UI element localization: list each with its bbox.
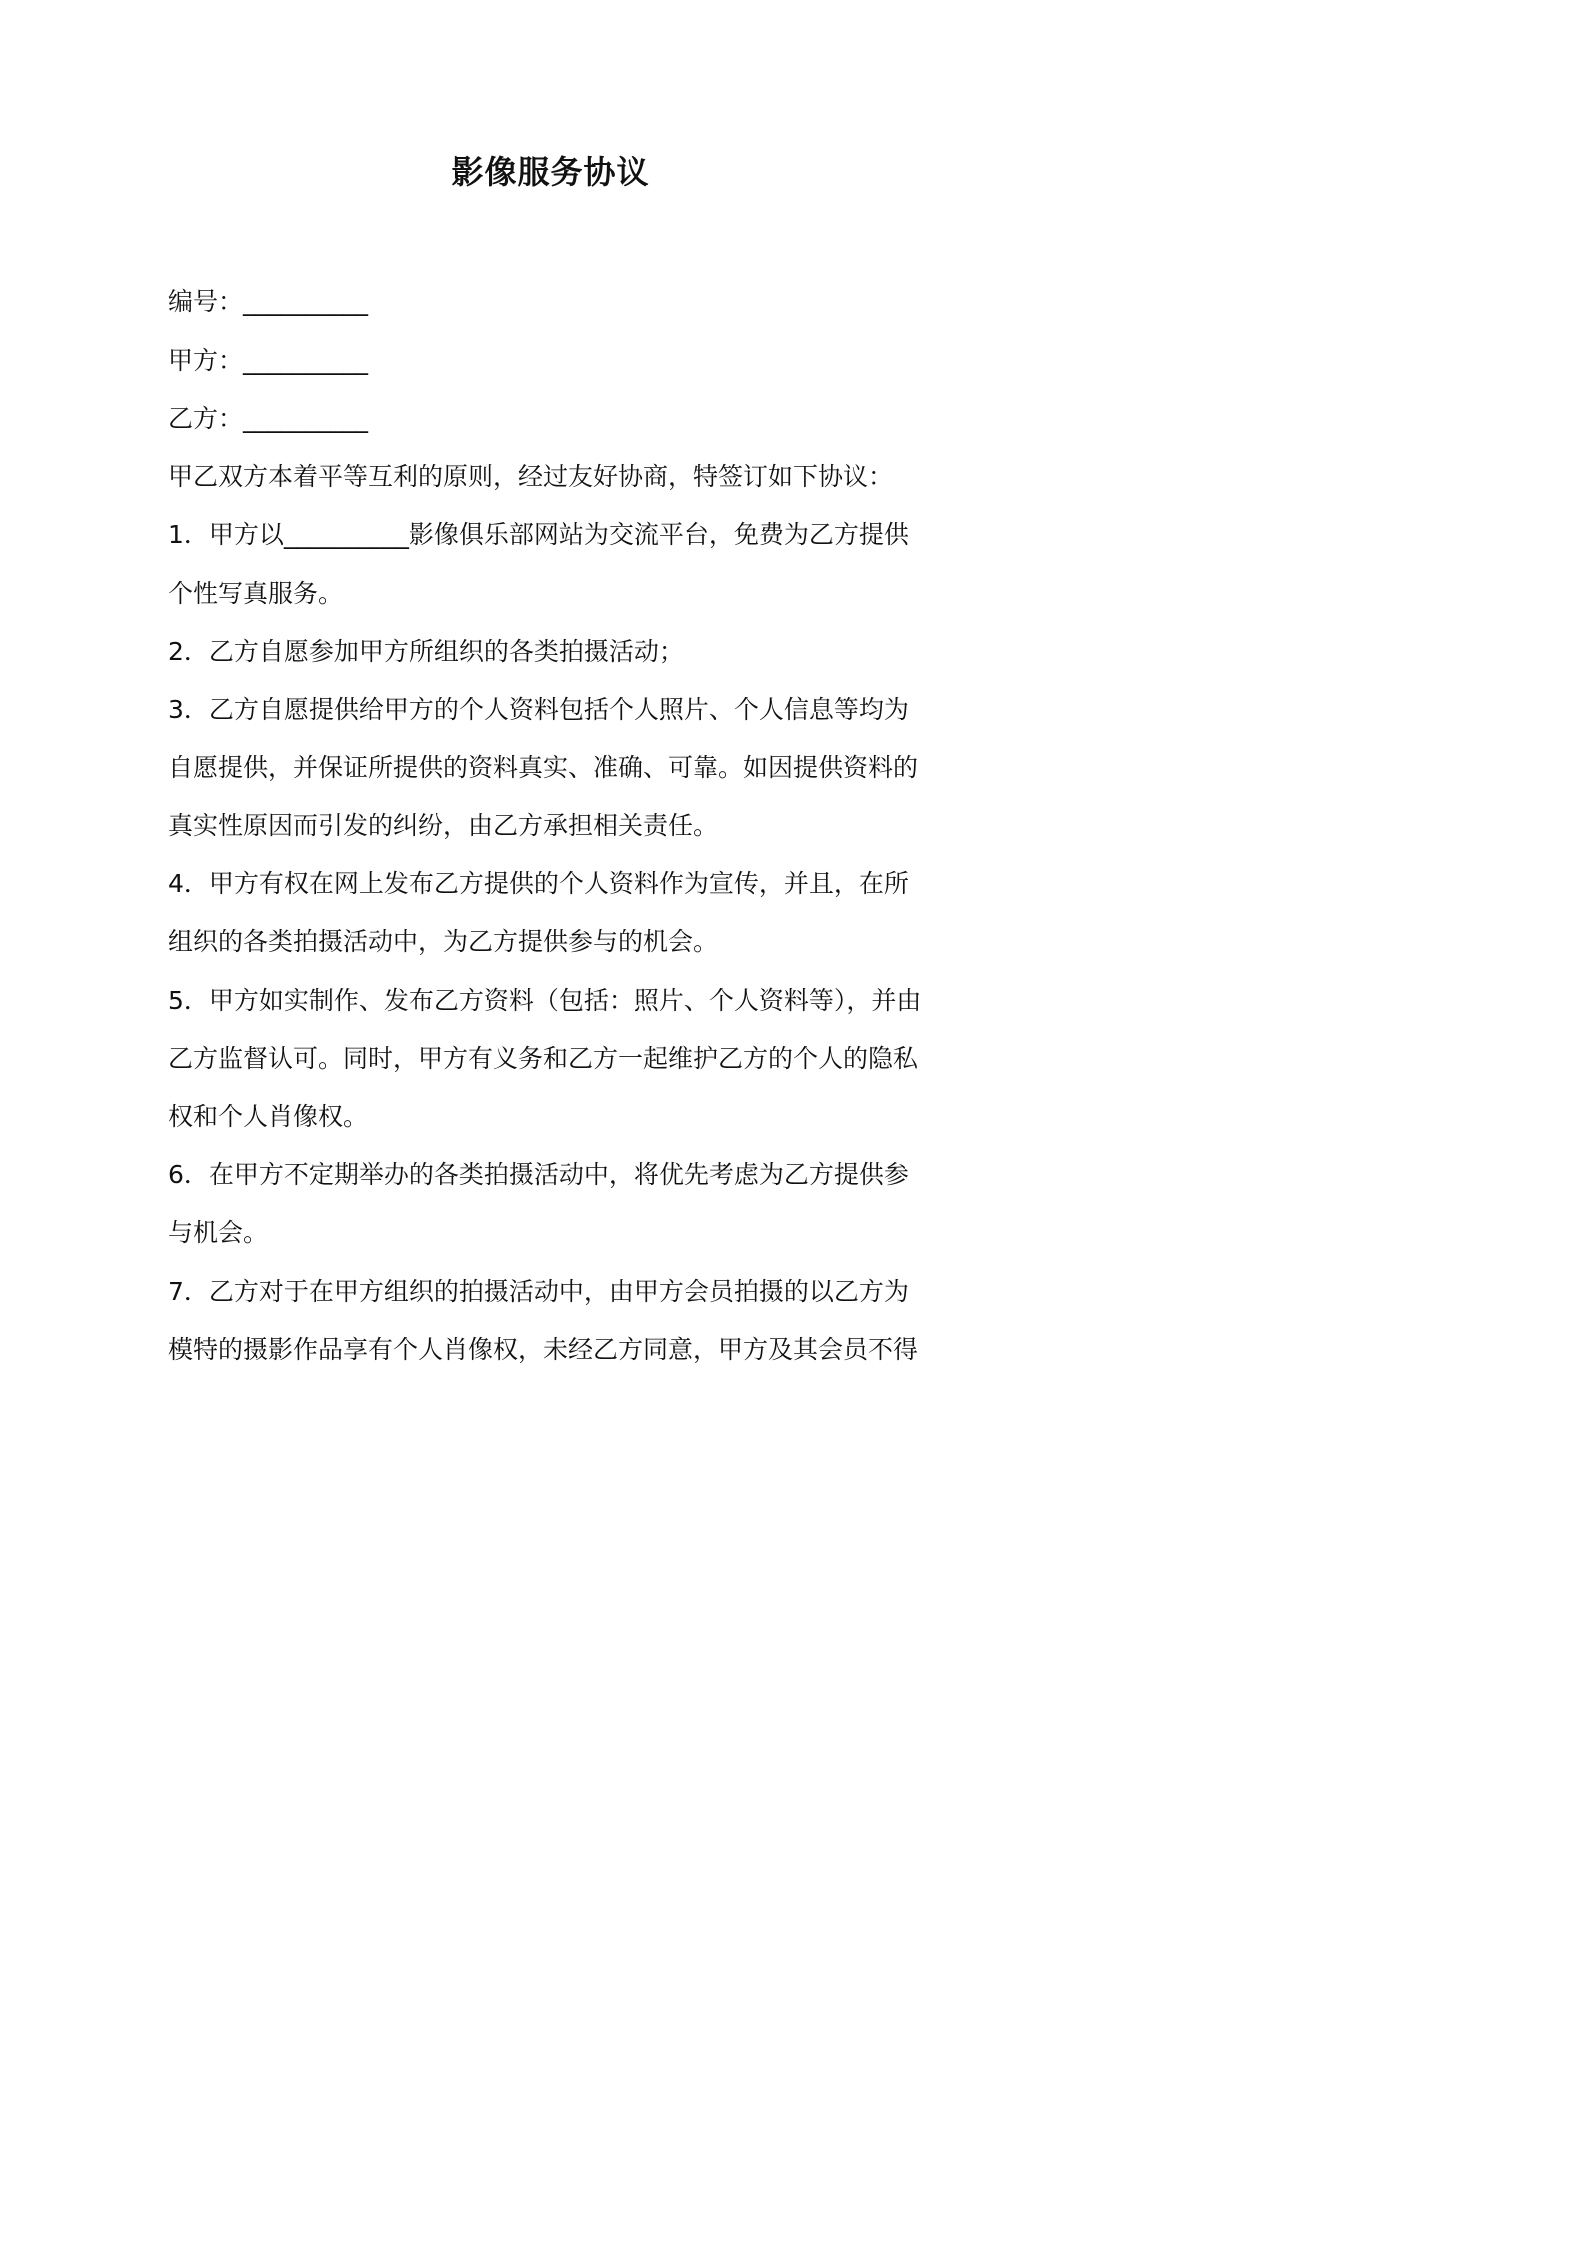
clause-line: 7．乙方对于在甲方组织的拍摄活动中，由甲方会员拍摄的以乙方为 <box>168 1277 909 1306</box>
intro-paragraph: 甲乙双方本着平等互利的原则，经过友好协商，特签订如下协议： <box>168 462 894 491</box>
clause-line: 乙方监督认可。同时，甲方有义务和乙方一起维护乙方的个人的隐私 <box>168 1044 919 1073</box>
clause-line: 3．乙方自愿提供给甲方的个人资料包括个人照片、个人信息等均为 <box>168 695 909 724</box>
field-party-a-label: 甲方： <box>168 346 244 375</box>
clause-line: 6．在甲方不定期举办的各类拍摄活动中，将优先考虑为乙方提供参 <box>168 1160 909 1189</box>
clause-line: 2．乙方自愿参加甲方所组织的各类拍摄活动； <box>168 637 684 666</box>
field-party-b-label: 乙方： <box>168 404 244 433</box>
clause-line: 真实性原因而引发的纠纷，由乙方承担相关责任。 <box>168 811 719 840</box>
clause-line: 自愿提供，并保证所提供的资料真实、准确、可靠。如因提供资料的 <box>168 753 919 782</box>
clause-line: 1．甲方以__________影像俱乐部网站为交流平台，免费为乙方提供 <box>168 520 909 549</box>
clause-line: 模特的摄影作品享有个人肖像权，未经乙方同意，甲方及其会员不得 <box>168 1335 919 1364</box>
field-party-a <box>168 343 368 379</box>
clause-line: 个性写真服务。 <box>168 579 344 608</box>
clause-line: 4．甲方有权在网上发布乙方提供的个人资料作为宣传，并且，在所 <box>168 869 909 898</box>
field-party-b-blank: __________ <box>243 404 369 433</box>
clause-line: 组织的各类拍摄活动中，为乙方提供参与的机会。 <box>168 927 719 956</box>
field-number <box>168 284 368 320</box>
field-party-b <box>168 401 368 437</box>
clause-line: 与机会。 <box>168 1218 269 1247</box>
document-page <box>0 0 1101 1558</box>
field-party-a-blank: __________ <box>243 346 369 375</box>
clause-line: 权和个人肖像权。 <box>168 1102 369 1131</box>
document-title: 影像服务协议 <box>451 153 650 191</box>
field-number-label: 编号： <box>168 287 244 316</box>
clause-line: 5．甲方如实制作、发布乙方资料（包括：照片、个人资料等），并由 <box>168 986 922 1015</box>
field-number-blank: __________ <box>243 287 369 316</box>
